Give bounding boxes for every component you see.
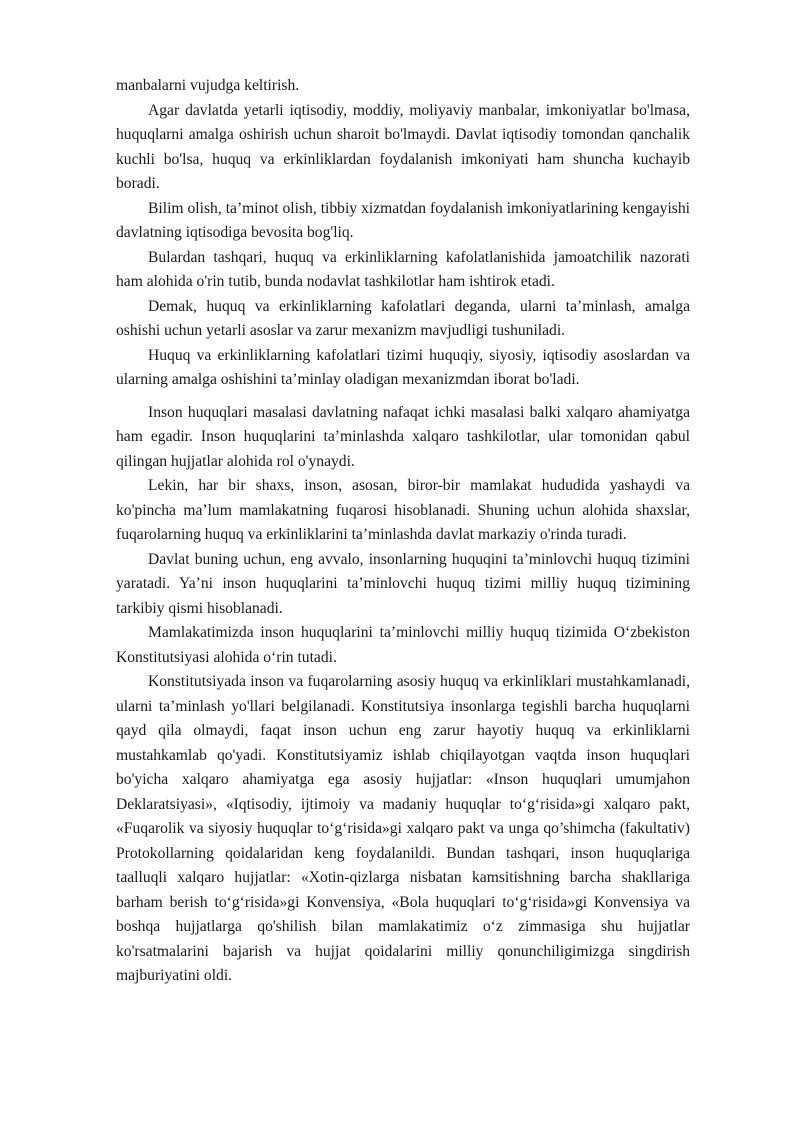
paragraph-citizenship: Lekin, har bir shaxs, inson, asosan, biror-bir mamlakat hududida yashaydi va ko'pincha ma’lum mamlakatning fuqarosi hisoblanadi. Shuning uchun alohida shaxslar, fuqarolarning huquq va erkinliklarini ta’minlashda davlat markaziy o'rinda turadi. xyxy=(116,477,690,543)
paragraph-guarantees-definition: Demak, huquq va erkinliklarning kafolatlari deganda, ularni ta’minlash, amalga oshishi uchun yetarli asoslar va zarur mexanizm mavjudligi tushuniladi. xyxy=(116,297,690,339)
paragraph-constitution-role: Mamlakatimizda inson huquqlarini ta’minlovchi milliy huquq tizimida O‘zbekiston Konstitutsiyasi alohida o‘rin tutadi. xyxy=(116,624,690,666)
paragraph-education-health: Bilim olish, ta’minot olish, tibbiy xizmatdan foydalanish imkoniyatlarining kengayishi davlatning iqtisodiga bevosita bog'liq. xyxy=(116,199,690,241)
paragraph-international-significance: Inson huquqlari masalasi davlatning nafaqat ichki masalasi balki xalqaro ahamiyatga ham egadir. Inson huquqlarini ta’minlashda xalqaro tashkilotlar, ular tomonidan qabul qilingan hujjatlar alohida rol o'ynaydi. xyxy=(116,403,690,470)
paragraph-continuation: manbalarni vujudga keltirish. xyxy=(116,77,300,94)
paragraph-guarantees-system: Huquq va erkinliklarning kafolatlari tizimi huquqiy, siyosiy, iqtisodiy asoslardan va ularning amalga oshishini ta’minlay oladigan mexanizmdan iborat bo'ladi. xyxy=(116,346,690,388)
document-page xyxy=(116,74,690,989)
paragraph-legal-system: Davlat buning uchun, eng avvalo, insonlarning huquqini ta’minlovchi huquq tizimini yaratadi. Ya’ni inson huquqlarini ta’minlovchi huquq tizimi milliy huquq tizimining tarkibiy qismi hisoblanadi. xyxy=(116,550,690,617)
paragraph-public-oversight: Bulardan tashqari, huquq va erkinliklarning kafolatlanishida jamoatchilik nazorati ham alohida o'rin tutib, bunda nodavlat tashkilotlar ham ishtirok etadi. xyxy=(116,248,690,290)
paragraph-constitution-details: Konstitutsiyada inson va fuqarolarning asosiy huquq va erkinliklari mustahkamlanadi, ularni ta’minlash yo'llari belgilanadi. Konstitutsiya insonlarga tegishli barcha huquqlarni qayd qila olmaydi, faqat inson uchun eng zarur hayotiy huquq va erkinliklarni mustahkamlab qo'yadi. Konstitutsiyamiz ishlab chiqilayotgan vaqtda inson huquqlari bo'yicha xalqaro ahamiyatga ega asosiy hujjatlar: «Inson huquqlari umumjahon Deklaratsiyasi», «Iqtisodiy, ijtimoiy va madaniy huquqlar to‘g‘risida»gi xalqaro pakt, «Fuqarolik va siyosiy huquqlar to‘g‘risida»gi xalqaro pakt va unga qo’shimcha (fakultativ) Protokollarning qoidalaridan keng foydalanildi. Bundan tashqari, inson huquqlariga taalluqli xalqaro hujjatlar: «Xotin-qizlarga nisbatan kamsitishning barcha shakllariga barham berish to‘g‘risida»gi Konvensiya, «Bola huquqlari to‘g‘risida»gi Konvensiya va boshqa hujjatlarga qo'shilish bilan mamlakatimiz o‘z zimmasiga shu hujjatlar ko'rsatmalarini bajarish va hujjat qoidalarini milliy qonunchiligimizga singdirish majburiyatini oldi. xyxy=(116,673,690,984)
paragraph-economic-resources: Agar davlatda yetarli iqtisodiy, moddiy, moliyaviy manbalar, imkoniyatlar bo'lmasa, huquqlarni amalga oshirish uchun sharoit bo'lmaydi. Davlat iqtisodiy tomondan qanchalik kuchli bo'lsa, huquq va erkinliklardan foydalanish imkoniyati ham shuncha kuchayib boradi. xyxy=(116,101,690,192)
